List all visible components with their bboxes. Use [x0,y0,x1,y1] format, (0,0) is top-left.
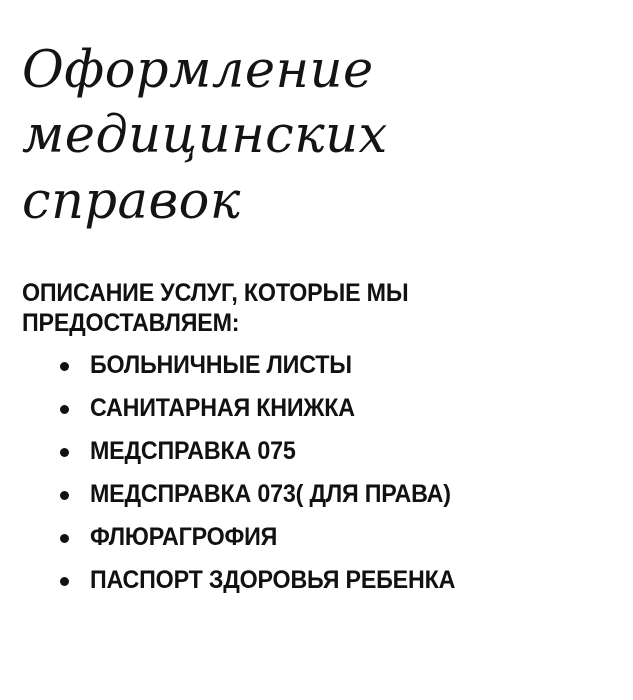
services-heading [22,278,568,339]
bullet-icon [60,577,69,586]
bullet-icon [60,362,69,371]
list-item-label: БОЛЬНИЧНЫЕ ЛИСТЫ [90,350,352,379]
list-item-label: ПАСПОРТ ЗДОРОВЬЯ РЕБЕНКА [90,565,456,594]
page-title-line: медицинских [22,106,388,166]
list-item [60,479,609,508]
bullet-icon [60,534,69,543]
page-title-line: справок [22,171,241,231]
list-item-label: МЕДСПРАВКА 075 [90,436,296,465]
bullet-icon [60,405,69,414]
list-item [60,350,609,379]
list-item [60,393,609,422]
services-heading-line: ОПИСАНИЕ УСЛУГ, КОТОРЫЕ МЫ [22,278,409,307]
services-list [22,350,609,594]
services-heading-line: ПРЕДОСТАВЛЯЕМ: [22,309,240,338]
bullet-icon [60,491,69,500]
page-title [22,34,492,234]
list-item [60,522,609,551]
bullet-icon [60,448,69,457]
list-item-label: ФЛЮРАГРОФИЯ [90,522,278,551]
list-item [60,565,609,594]
list-item [60,436,609,465]
list-item-label: МЕДСПРАВКА 073( ДЛЯ ПРАВА) [90,479,451,508]
page-title-line: Оформление [22,41,374,100]
list-item-label: САНИТАРНАЯ КНИЖКА [90,393,355,422]
